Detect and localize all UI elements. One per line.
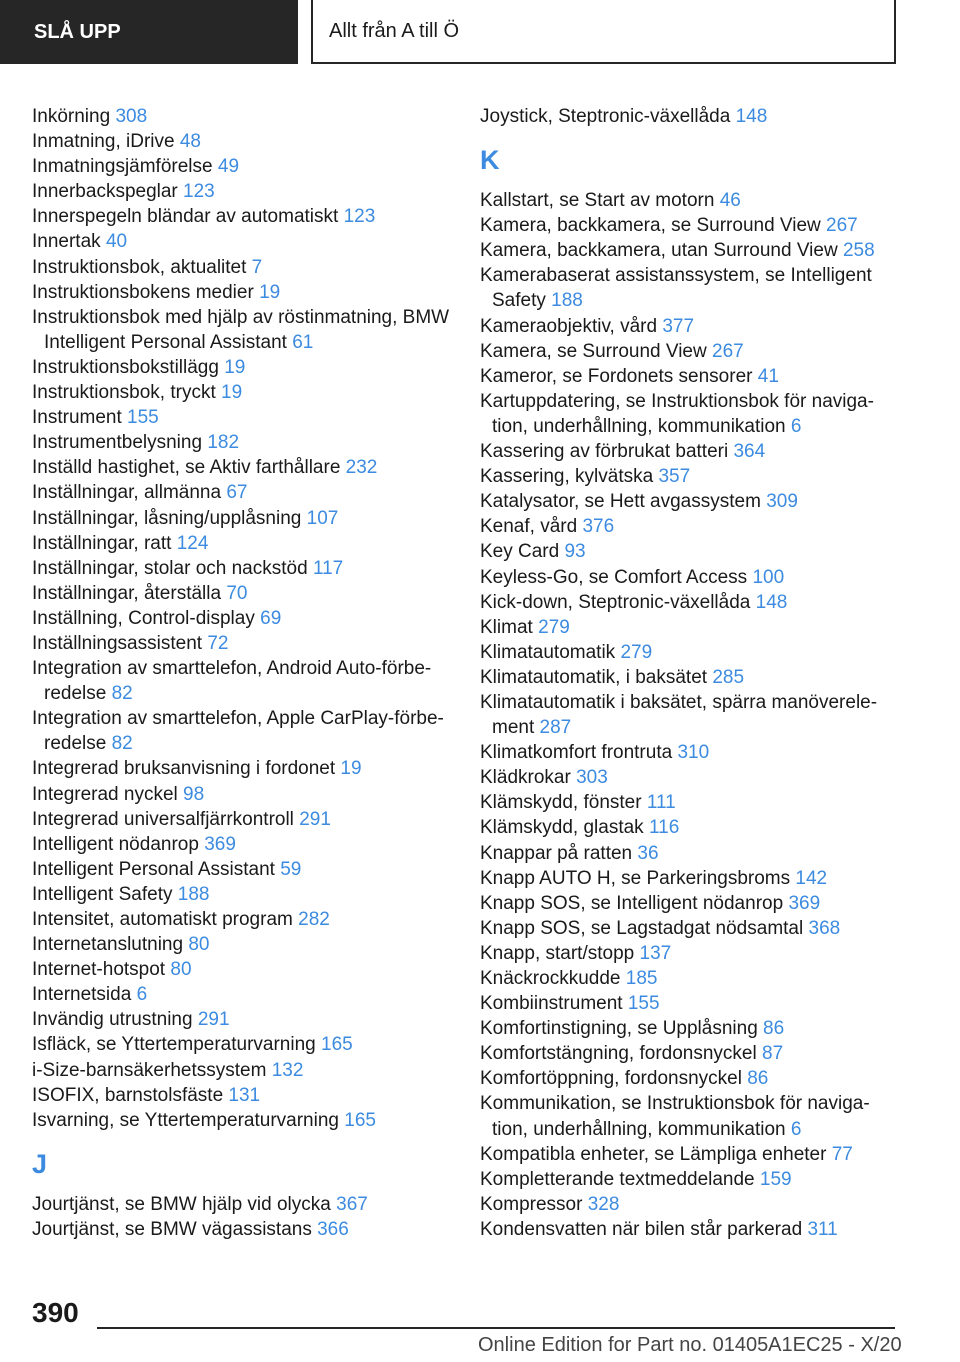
page-reference-link[interactable]: 165 xyxy=(321,1034,353,1056)
page-reference-link[interactable]: 86 xyxy=(747,1068,769,1090)
page-reference-link[interactable]: 19 xyxy=(221,382,243,404)
index-entry-text: Inställningar, ratt xyxy=(32,532,172,554)
index-entry-text: Isfläck, se Yttertemperaturvarning xyxy=(32,1034,316,1056)
index-entry xyxy=(32,531,462,556)
index-entry xyxy=(32,1217,462,1242)
index-entry-text: Kassering av förbrukat batteri xyxy=(480,441,729,463)
page-reference-link[interactable]: 70 xyxy=(226,582,248,604)
index-entry-text: Kompatibla enheter, se Lämpliga enheter xyxy=(480,1143,827,1165)
index-entry xyxy=(480,1142,910,1167)
index-entry-text: Instruktionsbok, aktualitet xyxy=(32,256,247,278)
index-entry-text: Klimatkomfort frontruta xyxy=(480,742,673,764)
index-column-right xyxy=(480,104,910,1242)
index-entry xyxy=(480,439,910,464)
index-entry xyxy=(32,480,462,505)
page-reference-link[interactable]: 232 xyxy=(345,457,378,479)
index-entry-text: i-Size-barnsäkerhetssystem xyxy=(32,1059,267,1081)
index-entry xyxy=(480,841,910,866)
page-reference-link[interactable]: 19 xyxy=(259,281,281,303)
index-entry-text: Integrerad bruksanvisning i fordonet xyxy=(32,758,336,780)
index-entry xyxy=(480,238,910,263)
page-reference-link[interactable]: 46 xyxy=(719,190,741,212)
index-entry xyxy=(480,1091,910,1141)
index-entry xyxy=(32,229,462,254)
section-title-tab[interactable]: Allt från A till Ö xyxy=(311,0,896,64)
index-entry-text: Knapp AUTO H, se Parkeringsbroms xyxy=(480,867,791,889)
page-reference-link[interactable]: 36 xyxy=(637,842,659,864)
index-entry-text: Inmatning, iDrive xyxy=(32,131,175,153)
page-reference-link[interactable]: 308 xyxy=(115,106,148,127)
index-entry xyxy=(480,866,910,891)
page-reference-link[interactable]: 67 xyxy=(226,482,248,504)
lookup-tab[interactable]: SLÅ UPP xyxy=(0,0,298,64)
index-entry xyxy=(32,957,462,982)
index-entry-text: Inställning, Control-display xyxy=(32,607,255,629)
index-entry-text: Internet-hotspot xyxy=(32,959,166,981)
index-entry xyxy=(32,455,462,480)
page-reference-link[interactable]: 19 xyxy=(224,356,246,378)
page-reference-link[interactable]: 116 xyxy=(648,817,680,839)
index-entry xyxy=(480,590,910,615)
index-entry xyxy=(32,1032,462,1057)
page-reference-link[interactable]: 328 xyxy=(587,1193,620,1215)
index-entry-text: Instruktionsbokens medier xyxy=(32,281,254,303)
index-entry-text: Invändig utrustning xyxy=(32,1009,193,1031)
page-header xyxy=(0,0,960,66)
index-entry-text: Kassering, kylvätska xyxy=(480,466,654,488)
index-entry-text: Knapp, start/stopp xyxy=(480,942,635,964)
page-reference-link[interactable]: 357 xyxy=(658,466,691,488)
index-entry-text: Inställd hastighet, se Aktiv farthållare xyxy=(32,457,341,479)
index-entry-text: Knapp SOS, se Intelligent nödanrop xyxy=(480,892,784,914)
page-reference-link[interactable]: 124 xyxy=(176,532,209,554)
index-entry xyxy=(480,891,910,916)
index-entry xyxy=(32,982,462,1007)
index-entry-text: Inställningsassistent xyxy=(32,632,203,654)
index-entry-text: Klädkrokar xyxy=(480,767,571,789)
page-reference-link[interactable]: 182 xyxy=(207,432,240,454)
index-entry xyxy=(32,405,462,430)
index-entry-text: Klimatautomatik i baksätet, spärra manöverele- ment xyxy=(480,691,878,739)
index-entry-text: Instruktionsbok med hjälp av röstinmatning, BMW Intelligent Personal Assistant xyxy=(32,306,450,353)
index-entry xyxy=(480,615,910,640)
index-entry xyxy=(480,314,910,339)
page-reference-link[interactable]: 279 xyxy=(538,616,570,638)
index-entry-text: Intelligent Safety xyxy=(32,883,173,905)
index-entry xyxy=(480,815,910,840)
index-entry-text: Kartuppdatering, se Instruktionsbok för naviga- tion, underhållning, kommunikation xyxy=(480,390,874,437)
index-entry xyxy=(480,364,910,389)
index-entry xyxy=(32,782,462,807)
index-entry-text: Kameraobjektiv, vård xyxy=(480,315,658,337)
index-entry-text: Kombiinstrument xyxy=(480,993,623,1015)
index-entry-text: Inställningar, stolar och nackstöd xyxy=(32,557,308,579)
page-reference-link[interactable]: 137 xyxy=(639,942,672,964)
page-reference-link[interactable]: 19 xyxy=(340,758,362,780)
index-entry-text: Jourtjänst, se BMW hjälp vid olycka xyxy=(32,1193,331,1215)
page-reference-link[interactable]: 310 xyxy=(677,742,710,764)
index-entry xyxy=(32,305,462,355)
index-entry-text: Isvarning, se Yttertemperaturvarning xyxy=(32,1109,339,1131)
index-entry xyxy=(32,430,462,455)
index-entry-text: Kompressor xyxy=(480,1193,583,1215)
index-entry xyxy=(32,581,462,606)
index-entry xyxy=(480,1041,910,1066)
index-letter-heading: J xyxy=(32,1148,48,1179)
index-entry-text: Komfortinstigning, se Upplåsning xyxy=(480,1018,758,1040)
index-entry-text: Komfortöppning, fordonsnyckel xyxy=(480,1068,742,1090)
index-entry-text: Klimatautomatik xyxy=(480,641,616,663)
page-reference-link[interactable]: 369 xyxy=(788,892,821,914)
index-entry-text: Knapp SOS, se Lagstadgat nödsamtal xyxy=(480,917,804,939)
page-reference-link[interactable]: 376 xyxy=(582,516,615,538)
index-entry xyxy=(32,104,462,129)
page-reference-link[interactable]: 148 xyxy=(735,106,768,127)
index-entry xyxy=(32,857,462,882)
index-entry-text: Kallstart, se Start av motorn xyxy=(480,190,715,212)
index-entry-text: Knäckrockkudde xyxy=(480,968,621,989)
index-entry-text: Kenaf, vård xyxy=(480,516,578,538)
index-entry xyxy=(32,1007,462,1032)
index-entry xyxy=(32,129,462,154)
page-reference-link[interactable]: 309 xyxy=(766,491,798,513)
page-reference-link[interactable]: 367 xyxy=(336,1193,368,1215)
page-reference-link[interactable]: 287 xyxy=(539,717,572,739)
page-reference-link[interactable]: 107 xyxy=(306,507,339,529)
index-entry-text: Kommunikation, se Instruktionsbok för naviga- tion, underhållning, kommunikation xyxy=(480,1093,870,1140)
index-entry xyxy=(480,104,910,129)
index-entry xyxy=(480,1217,910,1242)
index-entry-text: Innerspegeln bländar av automatiskt xyxy=(32,206,339,228)
index-entry-text: Inställningar, allmänna xyxy=(32,482,222,504)
index-entry-text: Internetsida xyxy=(32,984,132,1006)
edition-note: Online Edition for Part no. 01405A1EC25 - X/20 xyxy=(478,1334,902,1356)
index-entry xyxy=(32,656,462,706)
page-reference-link[interactable]: 165 xyxy=(344,1109,376,1131)
page-reference-link[interactable]: 69 xyxy=(260,607,282,629)
index-entry-text: Kameror, se Fordonets sensorer xyxy=(480,365,753,387)
index-entry xyxy=(480,464,910,489)
index-entry xyxy=(480,690,910,740)
index-column-left xyxy=(32,104,462,1242)
page-reference-link[interactable]: 285 xyxy=(712,666,745,688)
index-entry-text: Kondensvatten när bilen står parkerad xyxy=(480,1218,803,1240)
index-entry xyxy=(480,339,910,364)
page-reference-link[interactable]: 132 xyxy=(271,1059,304,1081)
index-entry xyxy=(32,204,462,229)
page-reference-link[interactable]: 123 xyxy=(343,206,376,228)
page-number: 390 xyxy=(32,1297,79,1328)
index-entry xyxy=(480,916,910,941)
index-entry xyxy=(480,1066,910,1091)
page-reference-link[interactable]: 86 xyxy=(763,1018,785,1040)
index-entry-text: ISOFIX, barnstolsfäste xyxy=(32,1084,224,1106)
page-reference-link[interactable]: 364 xyxy=(733,441,766,463)
page-reference-link[interactable]: 282 xyxy=(298,909,330,930)
page-reference-link[interactable]: 311 xyxy=(807,1218,838,1240)
page-reference-link[interactable]: 41 xyxy=(757,365,779,387)
index-entry-text: Joystick, Steptronic-växellåda xyxy=(480,106,731,127)
page-reference-link[interactable]: 159 xyxy=(759,1168,792,1190)
page-reference-link[interactable]: 82 xyxy=(111,733,133,755)
page-reference-link[interactable]: 49 xyxy=(217,156,240,178)
index-entry xyxy=(32,355,462,380)
index-entry-text: Innertak xyxy=(32,231,101,253)
page-reference-link[interactable]: 377 xyxy=(662,315,695,337)
index-entry xyxy=(480,213,910,238)
index-entry-text: Kamerabaserat assistanssystem, se Intelligent Safety xyxy=(480,265,872,312)
page-reference-link[interactable]: 131 xyxy=(228,1084,261,1106)
index-entry-text: Inställningar, låsning/upplåsning xyxy=(32,507,302,529)
page-reference-link[interactable]: 6 xyxy=(790,415,802,437)
index-entry xyxy=(32,1058,462,1083)
index-entry xyxy=(32,506,462,531)
index-entry xyxy=(480,1167,910,1192)
index-entry-text: Instrument xyxy=(32,407,122,429)
index-entry-text: Kompletterande textmeddelande xyxy=(480,1168,755,1190)
page-reference-link[interactable]: 291 xyxy=(299,808,331,830)
page-reference-link[interactable]: 40 xyxy=(105,231,128,253)
index-entry-text: Komfortstängning, fordonsnyckel xyxy=(480,1043,757,1065)
index-entry-text: Kamera, backkamera, utan Surround View xyxy=(480,240,838,262)
page-reference-link[interactable]: 61 xyxy=(292,331,314,353)
index-entry-text: Integration av smarttelefon, Apple CarPlay-förbe- redelse xyxy=(32,708,444,755)
index-entry-text: Instruktionsbok, tryckt xyxy=(32,382,216,404)
index-entry xyxy=(480,790,910,815)
index-entry xyxy=(32,280,462,305)
index-letter-heading: K xyxy=(480,145,500,176)
page-reference-link[interactable]: 185 xyxy=(625,968,658,989)
page-reference-link[interactable]: 87 xyxy=(762,1043,784,1065)
index-entry-text: Inmatningsjämförelse xyxy=(32,156,213,178)
index-entry-text: Key Card xyxy=(480,541,560,563)
index-entry xyxy=(32,907,462,932)
footer-divider xyxy=(97,1327,895,1329)
page-reference-link[interactable]: 303 xyxy=(576,767,608,789)
index-entry xyxy=(480,991,910,1016)
page-reference-link[interactable]: 6 xyxy=(136,984,148,1006)
page-reference-link[interactable]: 48 xyxy=(179,131,201,153)
index-entry-text: Knappar på ratten xyxy=(480,842,633,864)
page-reference-link[interactable]: 369 xyxy=(204,833,236,855)
index-entry xyxy=(480,489,910,514)
index-entry xyxy=(32,1083,462,1108)
index-entry xyxy=(480,665,910,690)
index-entry-text: Inkörning xyxy=(32,106,111,127)
page-reference-link[interactable]: 6 xyxy=(790,1118,802,1140)
page-reference-link[interactable]: 279 xyxy=(620,641,653,663)
index-entry xyxy=(32,756,462,781)
index-entry xyxy=(32,631,462,656)
index-entry xyxy=(32,706,462,756)
page-reference-link[interactable]: 188 xyxy=(551,290,583,312)
index-entry xyxy=(32,807,462,832)
index-entry-text: Internetanslutning xyxy=(32,934,184,956)
page-reference-link[interactable]: 267 xyxy=(712,340,744,362)
index-entry xyxy=(480,966,910,991)
index-entry-text: Intelligent Personal Assistant xyxy=(32,858,275,880)
index-entry xyxy=(480,941,910,966)
page-reference-link[interactable]: 148 xyxy=(755,591,788,613)
index-entry-text: Klimatautomatik, i baksätet xyxy=(480,666,708,688)
page-reference-link[interactable]: 72 xyxy=(207,632,229,654)
index-entry-text: Keyless-Go, se Comfort Access xyxy=(480,566,748,588)
index-entry xyxy=(480,263,910,313)
index-entry-text: Katalysator, se Hett avgassystem xyxy=(480,491,761,513)
index-entry-text: Kick-down, Steptronic-växellåda xyxy=(480,591,751,613)
page-reference-link[interactable]: 7 xyxy=(251,256,263,278)
index-entry-text: Inställningar, återställa xyxy=(32,582,222,604)
page-reference-link[interactable]: 267 xyxy=(826,215,858,237)
index-entry-text: Klimat xyxy=(480,616,533,638)
page-reference-link[interactable]: 258 xyxy=(842,240,875,262)
index-entry xyxy=(480,539,910,564)
index-entry xyxy=(32,380,462,405)
page-reference-link[interactable]: 366 xyxy=(317,1218,349,1240)
index-entry xyxy=(480,1192,910,1217)
page-reference-link[interactable]: 142 xyxy=(795,867,828,889)
index-entry xyxy=(480,765,910,790)
page-reference-link[interactable]: 98 xyxy=(183,783,205,805)
index-entry xyxy=(32,1192,462,1217)
index-entry xyxy=(32,154,462,179)
index-entry xyxy=(32,606,462,631)
index-entry-text: Klämskydd, fönster xyxy=(480,792,642,814)
page-reference-link[interactable]: 100 xyxy=(752,566,785,588)
index-entry xyxy=(480,389,910,439)
index-entry-text: Integration av smarttelefon, Android Auto-förbe- redelse xyxy=(32,658,432,705)
index-entry xyxy=(480,188,910,213)
index-entry-text: Intelligent nödanrop xyxy=(32,833,199,855)
index-entry xyxy=(480,565,910,590)
index-entry xyxy=(32,832,462,857)
index-entry xyxy=(480,640,910,665)
index-entry xyxy=(32,1108,462,1133)
page-reference-link[interactable]: 77 xyxy=(831,1143,853,1165)
page-reference-link[interactable]: 368 xyxy=(808,917,841,939)
index-entry-text: Integrerad universalfjärrkontroll xyxy=(32,808,294,830)
page-reference-link[interactable]: 80 xyxy=(188,934,210,956)
page-reference-link[interactable]: 155 xyxy=(627,993,660,1015)
page-reference-link[interactable]: 117 xyxy=(312,557,344,579)
index-entry xyxy=(480,740,910,765)
index-entry xyxy=(480,514,910,539)
index-entry-text: Integrerad nyckel xyxy=(32,783,178,805)
index-entry-text: Intensitet, automatiskt program xyxy=(32,909,293,930)
index-entry-text: Kamera, backkamera, se Surround View xyxy=(480,215,821,237)
page-reference-link[interactable]: 82 xyxy=(111,683,133,705)
index-entry-text: Instruktionsbokstillägg xyxy=(32,356,219,378)
page-reference-link[interactable]: 155 xyxy=(127,407,159,429)
page-reference-link[interactable]: 291 xyxy=(197,1009,230,1031)
index-entry xyxy=(32,556,462,581)
index-entry-text: Innerbackspeglar xyxy=(32,181,178,203)
page-reference-link[interactable]: 59 xyxy=(280,858,302,880)
index-entry-text: Jourtjänst, se BMW vägassistans xyxy=(32,1218,312,1240)
index-entry xyxy=(32,932,462,957)
page-reference-link[interactable]: 93 xyxy=(564,541,586,563)
page-reference-link[interactable]: 80 xyxy=(170,959,192,981)
page-reference-link[interactable]: 123 xyxy=(183,181,215,203)
index-entry xyxy=(32,179,462,204)
index-entry xyxy=(32,882,462,907)
index-entry-text: Klämskydd, glastak xyxy=(480,817,644,839)
index-entry-text: Kamera, se Surround View xyxy=(480,340,707,362)
index-entry xyxy=(480,1016,910,1041)
index-entry-text: Instrumentbelysning xyxy=(32,432,203,454)
page-reference-link[interactable]: 188 xyxy=(177,883,210,905)
page-reference-link[interactable]: 111 xyxy=(646,792,676,814)
index-entry xyxy=(32,255,462,280)
